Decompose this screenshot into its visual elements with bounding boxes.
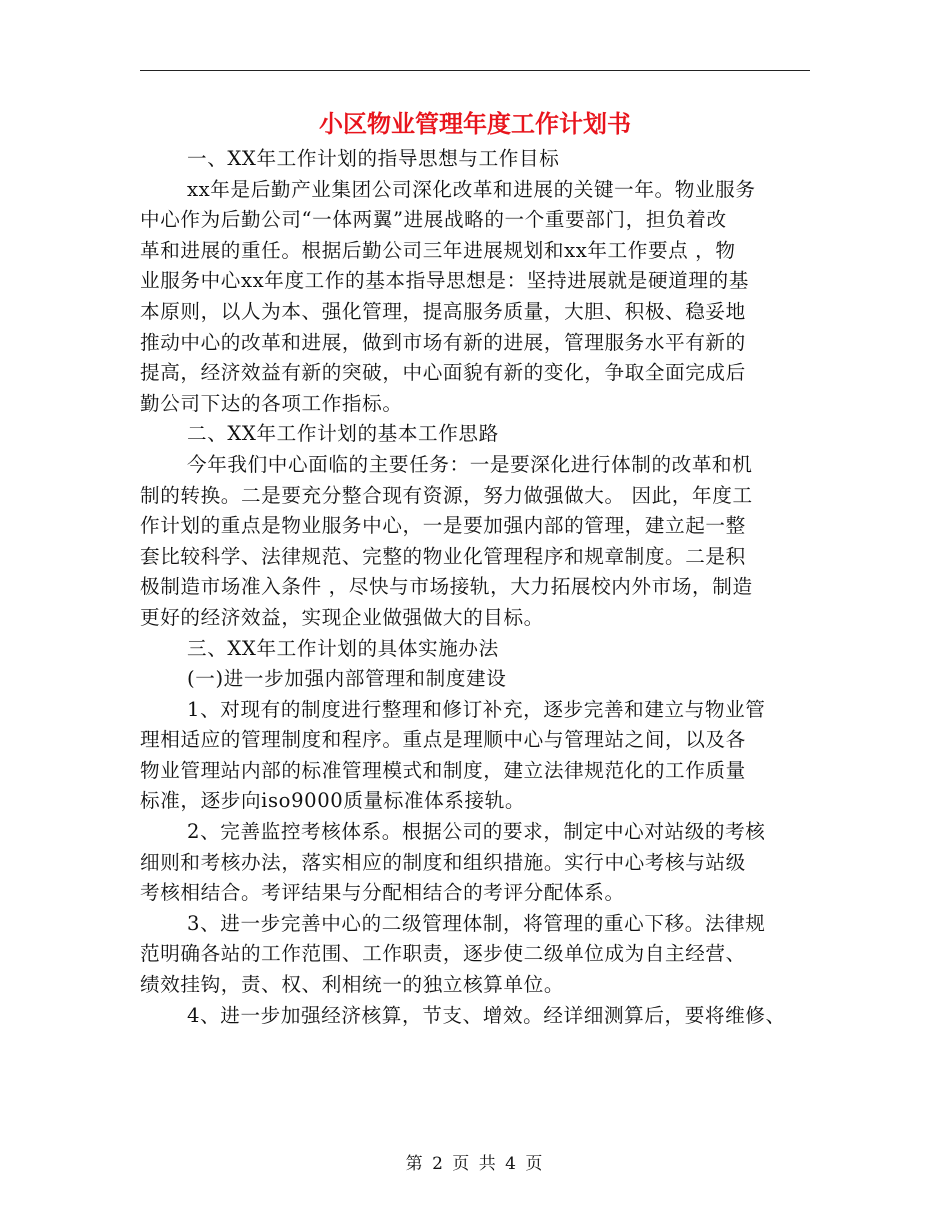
paragraph-line: 制的转换。二是要充分整合现有资源，努力做强做大。 因此，年度工: [140, 483, 753, 507]
paragraph-line: 推动中心的改革和进展，做到市场有新的进展，管理服务水平有新的: [140, 330, 746, 354]
paragraph-line: 绩效挂钩，责、权、利相统一的独立核算单位。: [140, 973, 565, 997]
paragraph-line: 勤公司下达的各项工作指标。: [140, 391, 403, 415]
document-title: 小区物业管理年度工作计划书: [319, 110, 631, 138]
paragraph-line: 业服务中心xx年度工作的基本指导思想是：坚持进展就是硬道理的基: [140, 269, 749, 293]
paragraph-line: 更好的经济效益，实现企业做强做大的目标。: [140, 605, 544, 629]
paragraph-line: 1、对现有的制度进行整理和修订补充，逐步完善和建立与物业管: [187, 697, 766, 721]
paragraph-line: 物业管理站内部的标准管理模式和制度，建立法律规范化的工作质量: [140, 758, 746, 782]
paragraph-line: 作计划的重点是物业服务中心，一是要加强内部的管理，建立起一整: [140, 514, 746, 538]
paragraph-line: 3、进一步完善中心的二级管理体制，将管理的重心下移。法律规: [187, 911, 766, 935]
paragraph-line: 本原则，以人为本、强化管理，提高服务质量，大胆、积极、稳妥地: [140, 299, 746, 323]
paragraph-line: 考核相结合。考评结果与分配相结合的考评分配体系。: [140, 881, 625, 905]
paragraph-line: 理相适应的管理制度和程序。重点是理顺中心与管理站之间，以及各: [140, 728, 746, 752]
paragraph-line: 标准，逐步向iso9000质量标准体系接轨。: [140, 789, 526, 813]
paragraph-line: xx年是后勤产业集团公司深化改革和进展的关键一年。物业服务: [187, 177, 756, 201]
paragraph-line: 一、XX年工作计划的指导思想与工作目标: [187, 147, 560, 170]
paragraph-line: 2、完善监控考核体系。根据公司的要求，制定中心对站级的考核: [187, 820, 766, 844]
paragraph-line: (一)进一步加强内部管理和制度建设: [187, 667, 507, 691]
page-number: 第 2 页 共 4 页: [405, 1154, 545, 1174]
paragraph-line: 三、XX年工作计划的具体实施办法: [187, 636, 499, 660]
paragraph-line: 范明确各站的工作范围、工作职责，逐步使二级单位成为自主经营、: [140, 942, 746, 966]
paragraph-line: 中心作为后勤公司“一体两翼”进展战略的一个重要部门，担负着改: [140, 208, 727, 232]
paragraph-line: 细则和考核办法，落实相应的制度和组织措施。实行中心考核与站级: [140, 850, 746, 874]
header-rule: [140, 70, 810, 71]
paragraph-line: 革和进展的重任。根据后勤公司三年进展规划和xx年工作要点 ，物: [140, 238, 736, 262]
paragraph-line: 二、XX年工作计划的基本工作思路: [187, 422, 499, 446]
paragraph-line: 套比较科学、法律规范、完整的物业化管理程序和规章制度。二是积: [140, 544, 746, 568]
paragraph-line: 今年我们中心面临的主要任务：一是要深化进行体制的改革和机: [187, 452, 753, 476]
document-body: [140, 144, 820, 1031]
paragraph-line: 极制造市场准入条件 ，尽快与市场接轨，大力拓展校内外市场，制造: [140, 575, 753, 599]
paragraph-line: 提高，经济效益有新的突破，中心面貌有新的变化，争取全面完成后: [140, 361, 746, 385]
paragraph-line: 4、进一步加强经济核算，节支、增效。经详细测算后，要将维修、: [187, 1003, 786, 1027]
